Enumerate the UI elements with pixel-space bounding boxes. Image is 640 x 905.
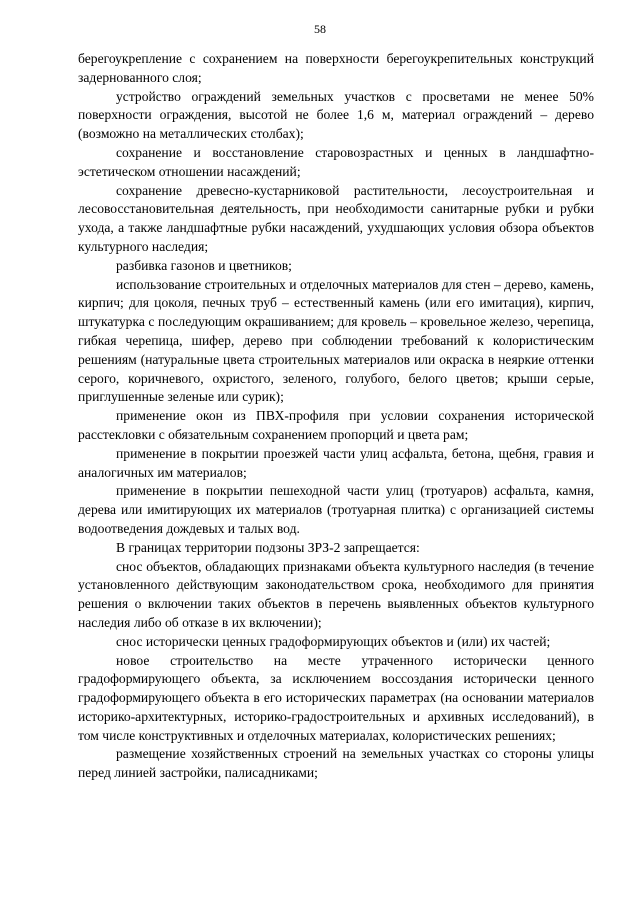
paragraph: берегоукрепление с сохранением на поверхности берегоукрепительных конструкций задернованного слоя; xyxy=(78,51,594,85)
paragraph: применение в покрытии проезжей части улиц асфальта, бетона, щебня, гравия и аналогичных им материалов; xyxy=(78,445,594,480)
paragraph: новое строительство на месте утраченного исторически ценного градоформирующего объекта, за исключением воссоздания исторически ценного градоформирующего объекта в его исторических параметрах (на основании материалов историко-архитектурных, историко-градостроительных и архивных исследований), в том числе конструктивных и отделочных материалах, колористических решениях; xyxy=(78,652,594,743)
document-body xyxy=(78,50,594,783)
paragraph: устройство ограждений земельных участков с просветами не менее 50% поверхности ограждения, высотой не более 1,6 м, материал ограждений – дерево (возможно на металлических столбах); xyxy=(78,88,594,142)
paragraph: сохранение и восстановление старовозрастных и ценных в ландшафтно-эстетическом отношении насаждений; xyxy=(78,144,594,179)
paragraph: использование строительных и отделочных материалов для стен – дерево, камень, кирпич; для цоколя, печных труб – естественный камень (или его имитация), кирпич, штукатурка с последующим окрашиванием; для кровель – кровельное железо, черепица, гибкая черепица, шифер, дерево при соблюдении требований к колористическим решениям (натуральные цвета строительных материалов или окраска в неяркие оттенки серого, коричневого, охристого, зеленого, голубого, белого цветов; крыши серые, приглушенные зеленые или сурик); xyxy=(78,276,594,405)
paragraph: сохранение древесно-кустарниковой растительности, лесоустроительная и лесовосстановительная деятельность, при необходимости санитарные рубки и рубки ухода, а также ландшафтные рубки насаждений, ухудшающих условия обзора объектов культурного наследия; xyxy=(78,182,594,254)
paragraph: применение в покрытии пешеходной части улиц (тротуаров) асфальта, камня, дерева или имитирующих их материалов (тротуарная плитка) с организацией системы водоотведения дождевых и талых вод. xyxy=(78,483,594,536)
paragraph: размещение хозяйственных строений на земельных участках со стороны улицы перед линией застройки, палисадниками; xyxy=(78,746,594,781)
paragraph: применение окон из ПВХ-профиля при условии сохранения исторической расстекловки с обязательным сохранением пропорций и цвета рам; xyxy=(78,408,594,442)
paragraph: снос объектов, обладающих признаками объекта культурного наследия (в течение установленного действующим законодательством срока, необходимого для принятия решения о включении таких объектов в перечень выявленных объектов культурного наследия либо об отказе в их включении); xyxy=(78,558,594,630)
paragraph: разбивка газонов и цветников; xyxy=(116,257,292,273)
paragraph: снос исторически ценных градоформирующих объектов и (или) их частей; xyxy=(116,633,551,649)
section-heading: В границах территории подзоны ЗРЗ-2 запрещается: xyxy=(116,539,420,555)
page-number: 58 xyxy=(314,22,326,36)
